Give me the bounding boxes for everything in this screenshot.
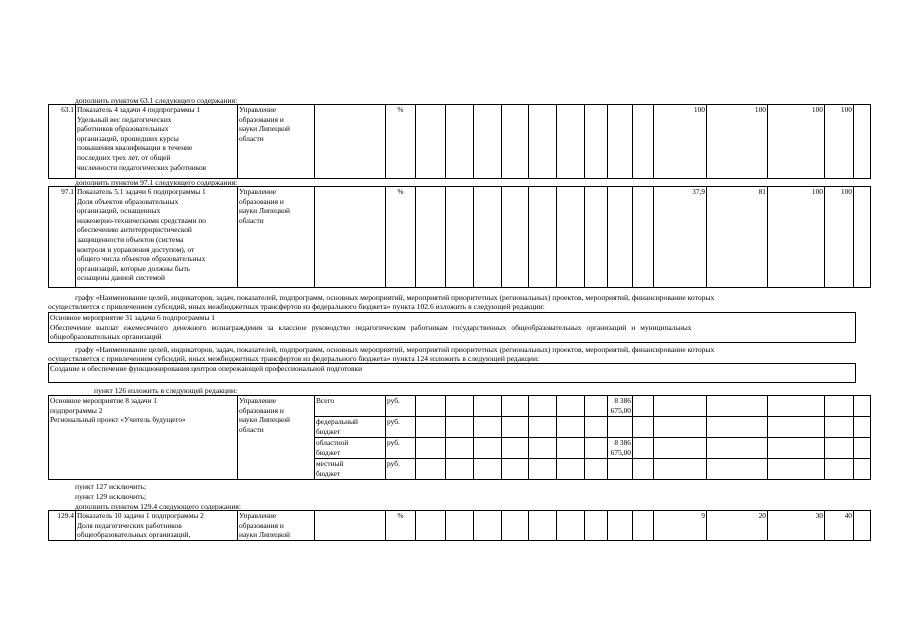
amount-cell: 8 386 675,00 bbox=[608, 438, 633, 459]
row-number: 97.1 bbox=[49, 187, 76, 288]
instruction-129-4: дополнить пунктом 129.4 следующего содержания: bbox=[75, 502, 242, 511]
instruction-102-6-a: графу «Наименование целей, индикаторов, задач, показателей, подпрограмм, основных мероприятий, мероприятий приоритетных (региональных) проектов, мероприятий, финансирование которых bbox=[75, 293, 715, 302]
responsible-org: Управление образования и науки Липецкой области bbox=[238, 187, 315, 288]
row-number: 63.1 bbox=[49, 105, 76, 179]
value-cell: 30 bbox=[768, 511, 825, 541]
source-label: федеральный бюджет bbox=[315, 417, 386, 438]
responsible-org: Управление образования и науки Липецкой bbox=[238, 511, 315, 541]
unit-cell: руб. bbox=[386, 438, 416, 459]
table-row-63-1 bbox=[48, 104, 871, 179]
value-cell: 100 bbox=[707, 105, 768, 179]
unit-cell: руб. bbox=[386, 459, 416, 480]
unit-cell: % bbox=[386, 187, 416, 288]
source-label: областной бюджет bbox=[315, 438, 386, 459]
activity-31-box: Основное мероприятие 31 задачи 6 подпрограммы 1 Обеспечение выплат ежемесячного денежного вознаграждения за классное руководство педагогическим работникам государственных общеобразовательных организаций и муниципальных общеобразовательных организаций bbox=[48, 312, 856, 343]
unit-cell: руб. bbox=[386, 417, 416, 438]
indicator-name: Показатель 4 задачи 4 подпрограммы 1 Удельный вес педагогических работников образовательных организаций, прошедших курсы повышения квалификации в течение последних трех лет, от общей численности педагогических работников bbox=[76, 105, 238, 179]
value-cell: 40 bbox=[825, 511, 854, 541]
row-number: 129.4 bbox=[49, 511, 76, 541]
unit-cell: руб. bbox=[386, 396, 416, 417]
table-row-97-1 bbox=[48, 186, 871, 288]
value-cell: 100 bbox=[768, 187, 825, 288]
value-cell: 9 bbox=[654, 511, 707, 541]
instruction-127: пункт 127 исключить; bbox=[75, 482, 147, 491]
instruction-129: пункт 129 исключить; bbox=[75, 492, 147, 501]
instruction-63-1: дополнить пунктом 63.1 следующего содержания: bbox=[75, 96, 238, 105]
activity-name: Основное мероприятие 8 задачи 1 подпрограммы 2 Региональный проект «Учитель будущего» bbox=[49, 396, 238, 480]
value-cell: 100 bbox=[825, 105, 854, 179]
value-cell: 100 bbox=[654, 105, 707, 179]
instruction-126: пункт 126 изложить в следующей редакции: bbox=[94, 386, 238, 395]
value-cell: 81 bbox=[707, 187, 768, 288]
unit-cell: % bbox=[386, 105, 416, 179]
centers-box: Создание и обеспечение функционирования центров опережающей профессиональной подготовки bbox=[48, 363, 856, 383]
value-cell: 20 bbox=[707, 511, 768, 541]
indicator-name: Показатель 10 задачи 1 подпрограммы 2 Доля педагогических работников общеобразовательных организаций, bbox=[76, 511, 238, 541]
amount-cell: 8 386 675,00 bbox=[608, 396, 633, 417]
instruction-124-a: графу «Наименование целей, индикаторов, задач, показателей, подпрограмм, основных мероприятий, мероприятий приоритетных (региональных) проектов, мероприятий, финансирование которых bbox=[75, 345, 715, 354]
source-label: местный бюджет bbox=[315, 459, 386, 480]
responsible-org: Управление образования и науки Липецкой области bbox=[238, 396, 315, 480]
unit-cell: % bbox=[386, 511, 416, 541]
value-cell: 100 bbox=[768, 105, 825, 179]
table-row-126 bbox=[48, 395, 871, 480]
responsible-org: Управление образования и науки Липецкой области bbox=[238, 105, 315, 179]
instruction-124-b: осуществляется с привлечением субсидий, иных межбюджетных трансфертов из федерального бюджета» пункта 124 изложить в следующей редакции: bbox=[48, 354, 540, 363]
source-label: Всего bbox=[315, 396, 386, 417]
table-row-129-4 bbox=[48, 510, 871, 541]
instruction-97-1: дополнить пунктом 97.1 следующего содержания: bbox=[75, 178, 238, 187]
value-cell: 37,9 bbox=[654, 187, 707, 288]
instruction-102-6-b: осуществляется с привлечением субсидий, иных межбюджетных трансфертов из федерального бюджета» пункта 102.6 изложить в следующей редакции: bbox=[48, 302, 545, 311]
value-cell: 100 bbox=[825, 187, 854, 288]
indicator-name: Показатель 5.1 задачи 6 подпрограммы 1 Доля объектов образовательных организаций, оснащенных инженерно-техническими средствами по обеспечению антитеррористической защищенности объектов (система контроля и управления доступом), от общего числа объектов образовательных организаций, которые должны быть оснащены данной системой bbox=[76, 187, 238, 288]
